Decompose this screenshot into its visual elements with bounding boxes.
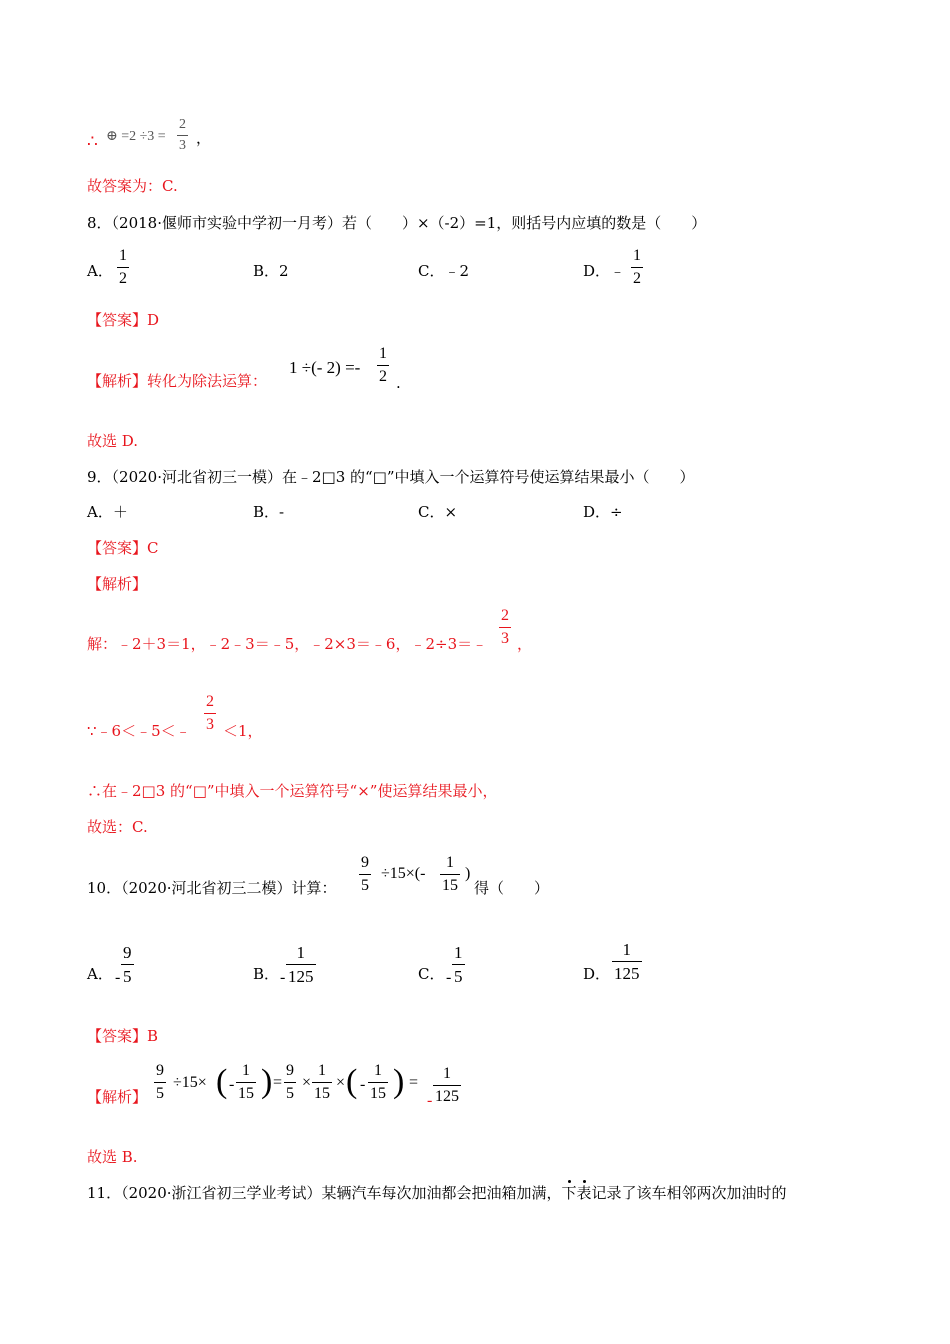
q9-therefore-line: ∴在﹣2□3 的“□”中填入一个运算符号“×”使运算结果最小，: [87, 782, 498, 800]
q10-stem-prefix: 10．（2020·河北省初三二模）计算：: [87, 879, 337, 897]
q11-stem: 11．（2020·浙江省初三学业考试）某辆汽车每次加油都会把油箱加满，下表记录了该车相邻两次加油时的: [87, 1184, 787, 1202]
q10-stem-suffix: 得（ ）: [474, 879, 550, 897]
q9-option-c: C．×: [418, 503, 458, 521]
emphasis-dot-2: [583, 1180, 586, 1183]
q10-analysis-times-1: ×: [302, 1074, 312, 1091]
q8-answer: 【答案】D: [87, 311, 160, 329]
q10-option-c-label: C．: [418, 965, 445, 983]
q10-option-a-sign: -: [115, 969, 121, 986]
q10-option-d-fraction: $\frac{1}{125}$: [614, 940, 640, 983]
line1-fraction: $\frac{2}{3}$: [179, 117, 186, 153]
q9-stem: 9．（2020·河北省初三一模）在﹣2□3 的“□”中填入一个运算符号使运算结果最小（ ）: [87, 468, 695, 486]
q10-analysis-open-paren-1: (: [216, 1063, 228, 1100]
line1-tail: ，: [196, 129, 212, 147]
q8-stem: 8．（2018·偃师市实验中学初一月考）若（ ）×（-2）=1，则括号内应填的数是（ ）: [87, 214, 707, 232]
q8-option-c: C．﹣2: [418, 262, 470, 280]
q10-stem-fraction-1-15: $\frac{1}{15}$: [442, 854, 458, 894]
q8-option-d-label: D．﹣: [583, 262, 626, 280]
q10-analysis-fraction-4: $\frac{1}{15}$: [314, 1062, 330, 1102]
q10-analysis-fraction-3: $\frac{9}{5}$: [286, 1062, 294, 1102]
q10-analysis-open-paren-2: (: [346, 1063, 358, 1100]
q10-stem-operators: ÷15×(-: [381, 865, 426, 882]
q10-analysis-minus-2: -: [360, 1076, 366, 1093]
q9-option-a: A．＋: [87, 503, 128, 521]
q9-analysis-label: 【解析】: [87, 575, 148, 593]
q10-analysis-op-1: ÷15×: [173, 1074, 207, 1091]
q9-option-b: B．-: [253, 503, 285, 521]
q9-answer: 【答案】C: [87, 539, 159, 557]
q9-conclusion: 故选：C.: [87, 818, 148, 836]
q10-option-d-label: D．: [583, 965, 611, 983]
q10-option-b-label: B．: [253, 965, 280, 983]
q10-analysis-sign: -: [427, 1092, 433, 1109]
therefore-symbol: ∴: [87, 132, 98, 152]
q9-because-fraction: $\frac{2}{3}$: [206, 693, 214, 733]
q10-option-c-fraction: $\frac{1}{5}$: [454, 943, 463, 986]
q10-option-c-sign: -: [446, 969, 452, 986]
q9-because-tail: ＜1，: [223, 722, 263, 740]
q10-analysis-eq-1: =: [273, 1074, 283, 1091]
q9-solution-tail: ，: [517, 635, 533, 653]
q10-analysis-close-paren-2: ): [393, 1063, 405, 1100]
emphasis-dot-1: [568, 1180, 571, 1183]
q10-analysis-fraction-5: $\frac{1}{15}$: [370, 1062, 386, 1102]
q9-solution-line: 解：﹣2＋3＝1，﹣2﹣3＝﹣5，﹣2×3＝﹣6，﹣2÷3＝﹣: [87, 635, 488, 653]
q10-analysis-fraction-2: $\frac{1}{15}$: [238, 1062, 254, 1102]
q8-analysis-expression: 1 ÷(- 2) =-: [289, 358, 361, 377]
q10-stem-fraction-9-5: $\frac{9}{5}$: [361, 854, 369, 894]
q8-option-b: B．2: [253, 262, 289, 280]
q9-solution-fraction: $\frac{2}{3}$: [501, 607, 509, 647]
q8-analysis-label: 【解析】转化为除法运算：: [87, 372, 268, 390]
q10-analysis-fraction-6: $\frac{1}{125}$: [435, 1065, 459, 1105]
q10-analysis-label: 【解析】: [87, 1088, 148, 1106]
q10-analysis-fraction-1: $\frac{9}{5}$: [156, 1062, 164, 1102]
q10-option-b-sign: -: [280, 969, 286, 986]
q10-option-a-fraction: $\frac{9}{5}$: [123, 943, 132, 986]
q10-answer: 【答案】B: [87, 1027, 159, 1045]
q8-conclusion: 故选 D.: [87, 432, 139, 450]
q8-analysis-tail: .: [396, 374, 401, 392]
q10-option-b-fraction: $\frac{1}{125}$: [288, 943, 314, 986]
answer-line: 故答案为：C.: [87, 177, 178, 195]
q9-option-d: D．÷: [583, 503, 623, 521]
q10-analysis-close-paren-1: ): [261, 1063, 273, 1100]
q8-option-a-label: A．: [87, 262, 113, 280]
q8-option-a-fraction: $\frac{1}{2}$: [119, 247, 127, 287]
q10-stem-close-paren: ): [465, 865, 471, 882]
q10-option-a-label: A．: [87, 965, 113, 983]
q10-analysis-times-2: ×: [336, 1074, 346, 1091]
q8-analysis-fraction: $\frac{1}{2}$: [379, 345, 387, 385]
q9-because-line: ∵﹣6＜﹣5＜﹣: [87, 722, 191, 740]
line1-expression: ⊕ =2 ÷3 =: [106, 129, 166, 144]
q10-analysis-eq-2: =: [409, 1074, 419, 1091]
q10-analysis-minus-1: -: [229, 1076, 235, 1093]
q10-conclusion: 故选 B.: [87, 1148, 138, 1166]
q8-option-d-fraction: $\frac{1}{2}$: [633, 247, 641, 287]
